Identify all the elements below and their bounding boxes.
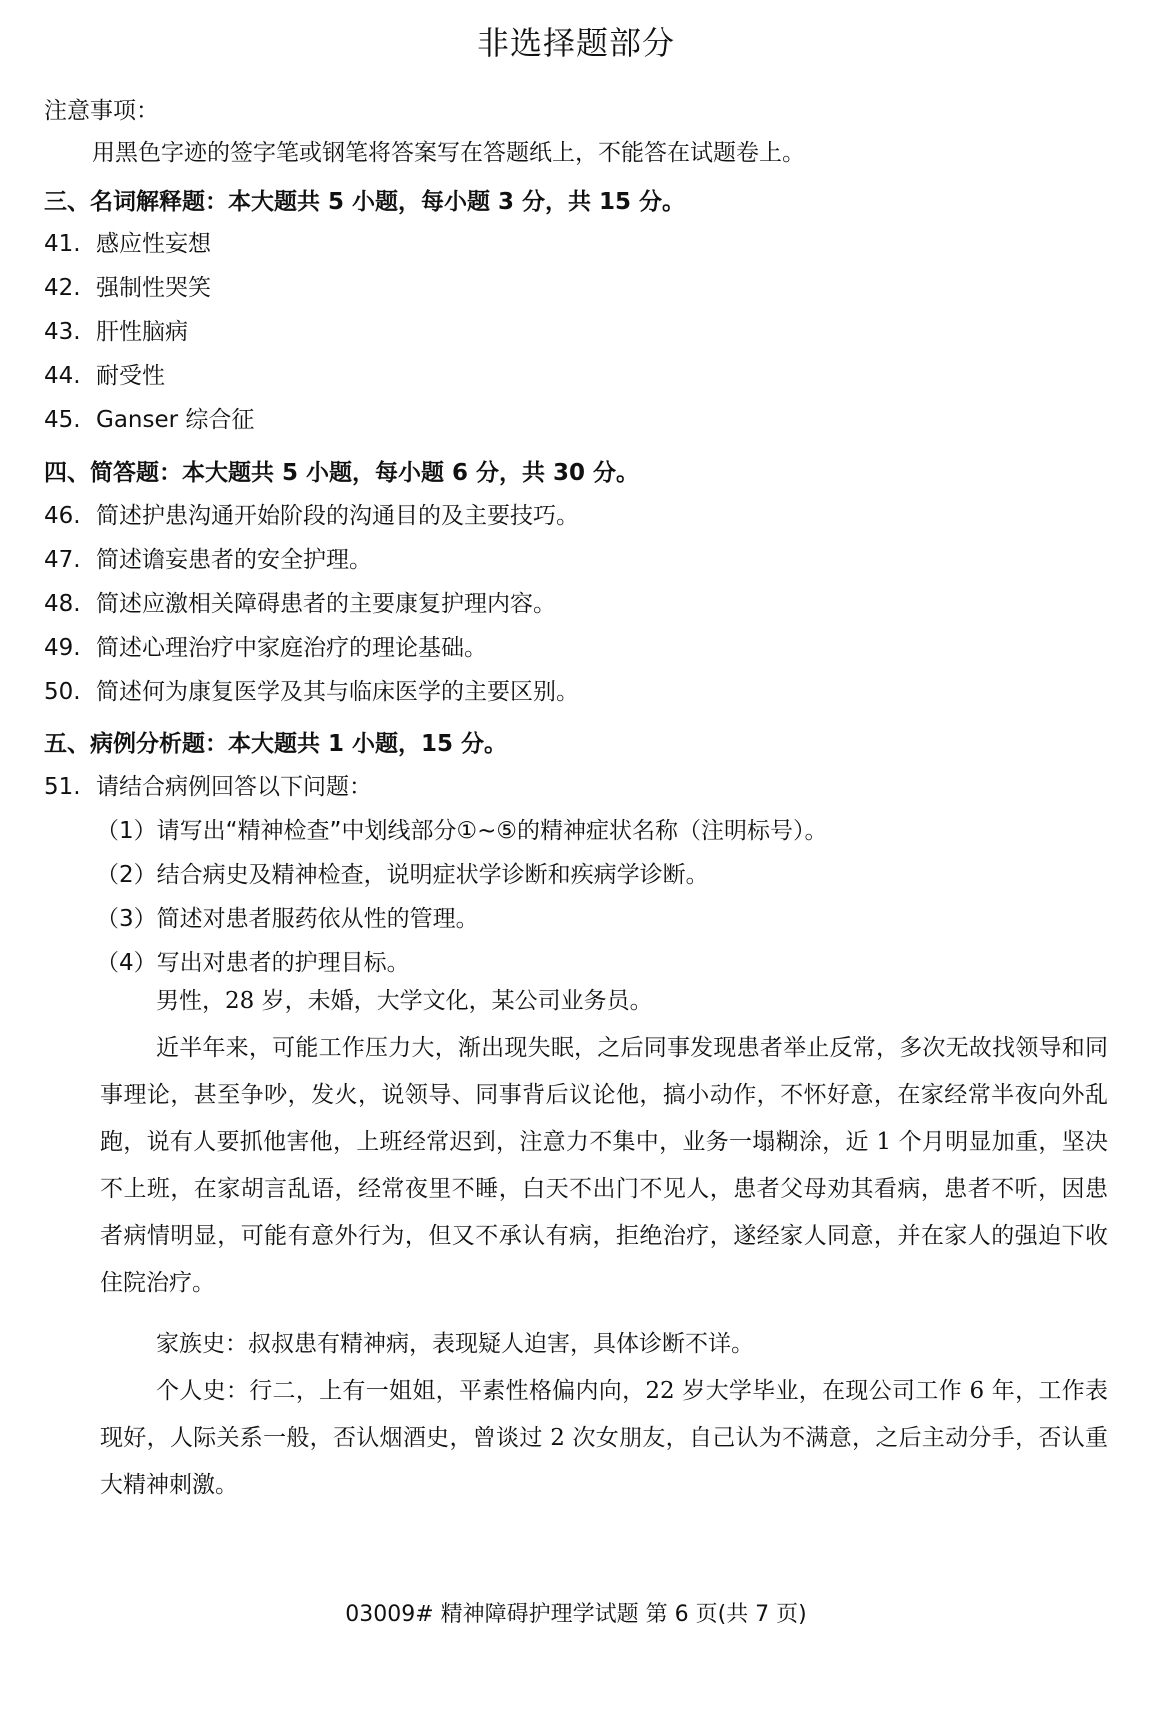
case-family-history: 家族史：叔叔患有精神病，表现疑人迫害，具体诊断不详。 [156, 1331, 754, 1357]
case-personal-history: 个人史：行二，上有一姐姐，平素性格偏内向，22 岁大学毕业，在现公司工作 6 年，工作表现好，人际关系一般，否认烟酒史，曾谈过 2 次女朋友，自己认为不满意，之后主动分手，否认重大精神刺激。 [100, 1378, 1108, 1498]
question-text: Ganser 综合征 [96, 407, 255, 433]
section-heading-3: 三、名词解释题：本大题共 5 小题，每小题 3 分，共 15 分。 [44, 189, 686, 215]
question-text: 简述护患沟通开始阶段的沟通目的及主要技巧。 [96, 503, 579, 529]
question-number: 41. [44, 231, 81, 257]
sub-question-2: （2）结合病史及精神检查，说明症状学诊断和疾病学诊断。 [96, 862, 709, 888]
case-history: 近半年来，可能工作压力大，渐出现失眠，之后同事发现患者举止反常，多次无故找领导和同事理论，甚至争吵，发火，说领导、同事背后议论他，搞小动作，不怀好意，在家经常半夜向外乱跑，说有人要抓他害他，上班经常迟到，注意力不集中，业务一塌糊涂，近 1 个月明显加重，坚决不上班，在家胡言乱语，经常夜里不睡，白天不出门不见人，患者父母劝其看病，患者不听，因患者病情明显，可能有意外行为，但又不承认有病，拒绝治疗，遂经家人同意，并在家人的强迫下收住院治疗。 [100, 1035, 1108, 1296]
question-number: 49. [44, 635, 81, 661]
question-number: 46. [44, 503, 81, 529]
question-number: 47. [44, 547, 81, 573]
page-title: 非选择题部分 [476, 24, 675, 62]
question-50 [44, 673, 579, 706]
page-footer: 03009# 精神障碍护理学试题 第 6 页(共 7 页) [345, 1602, 807, 1627]
question-text: 请结合病例回答以下问题： [96, 774, 372, 800]
question-text: 感应性妄想 [96, 231, 211, 257]
question-text: 简述应激相关障碍患者的主要康复护理内容。 [96, 591, 556, 617]
question-44 [44, 357, 165, 390]
question-43 [44, 313, 188, 346]
question-number: 48. [44, 591, 81, 617]
question-45 [44, 401, 254, 434]
question-text: 肝性脑病 [96, 319, 188, 345]
question-46 [44, 497, 579, 530]
sub-question-3: （3）简述对患者服药依从性的管理。 [96, 906, 479, 932]
question-text: 简述何为康复医学及其与临床医学的主要区别。 [96, 679, 579, 705]
question-number: 50. [44, 679, 81, 705]
sub-question-4: （4）写出对患者的护理目标。 [96, 950, 410, 976]
question-text: 强制性哭笑 [96, 275, 211, 301]
question-51 [44, 768, 372, 801]
section-heading-4: 四、简答题：本大题共 5 小题，每小题 6 分，共 30 分。 [44, 460, 640, 486]
question-number: 44. [44, 363, 81, 389]
question-number: 42. [44, 275, 81, 301]
question-number: 43. [44, 319, 81, 345]
section-heading-5: 五、病例分析题：本大题共 1 小题，15 分。 [44, 731, 508, 757]
question-42 [44, 269, 211, 302]
notice-heading: 注意事项： [44, 98, 159, 124]
question-48 [44, 585, 556, 618]
question-text: 简述谵妄患者的安全护理。 [96, 547, 372, 573]
question-number: 51. [44, 774, 81, 800]
sub-question-1: （1）请写出“精神检查”中划线部分①~⑤的精神症状名称（注明标号）。 [96, 818, 828, 844]
question-41 [44, 225, 211, 258]
question-number: 45. [44, 407, 81, 433]
question-text: 简述心理治疗中家庭治疗的理论基础。 [96, 635, 487, 661]
question-47 [44, 541, 372, 574]
case-intro: 男性，28 岁，未婚，大学文化，某公司业务员。 [156, 988, 653, 1014]
notice-text: 用黑色字迹的签字笔或钢笔将答案写在答题纸上，不能答在试题卷上。 [92, 140, 805, 166]
question-text: 耐受性 [96, 363, 165, 389]
question-49 [44, 629, 487, 662]
